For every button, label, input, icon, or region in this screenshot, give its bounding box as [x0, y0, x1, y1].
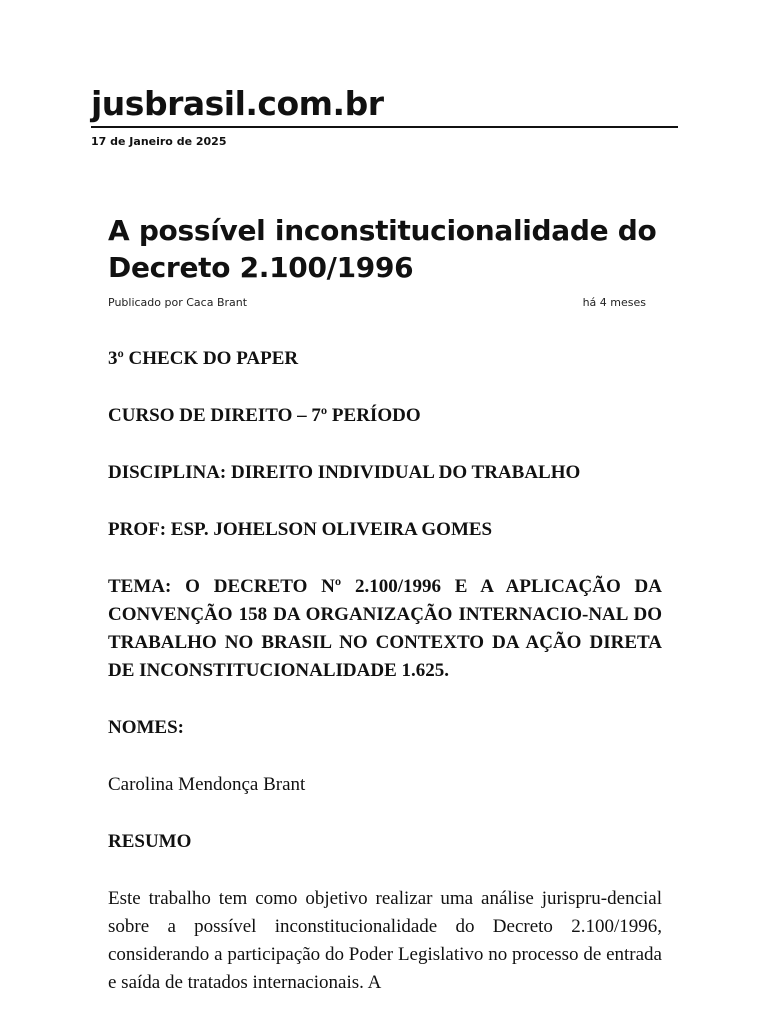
byline-author: Publicado por Caca Brant	[108, 296, 248, 309]
author-name: Carolina Mendonça Brant	[108, 774, 306, 795]
course-line: CURSO DE DIREITO – 7º PERÍODO	[108, 405, 421, 426]
abstract-paragraph: Este trabalho tem como objetivo realizar uma análise jurispru-dencial sobre a possível inconstitucionalidade do Decreto 2.100/1996, considerando a participação do Poder Legislativo no processo de entrada e saída de tratados internacionais. A	[108, 888, 662, 993]
header-date: 17 de Janeiro de 2025	[91, 135, 227, 148]
professor-line: PROF: ESP. JOHELSON OLIVEIRA GOMES	[108, 519, 493, 540]
site-header	[91, 84, 678, 148]
header-divider	[91, 126, 678, 128]
article-title: A possível inconstitucionalidade do Decreto 2.100/1996	[108, 214, 657, 284]
names-heading: NOMES:	[108, 717, 184, 738]
abstract-heading: RESUMO	[108, 831, 192, 852]
article	[108, 212, 662, 1026]
discipline-line: DISCIPLINA: DIREITO INDIVIDUAL DO TRABALHO	[108, 462, 581, 483]
paper-check: 3º CHECK DO PAPER	[108, 348, 299, 369]
article-body	[108, 345, 662, 997]
site-name: jusbrasil.com.br	[91, 84, 384, 123]
theme-paragraph: TEMA: O DECRETO Nº 2.100/1996 E A APLICAÇÃO DA CONVENÇÃO 158 DA ORGANIZAÇÃO INTERNACIO-NAL DO TRABALHO NO BRASIL NO CONTEXTO DA AÇÃO DIRETA DE INCONSTITUCIONALIDADE 1.625.	[108, 576, 662, 681]
byline-time: há 4 meses	[582, 296, 646, 309]
byline	[108, 296, 646, 309]
